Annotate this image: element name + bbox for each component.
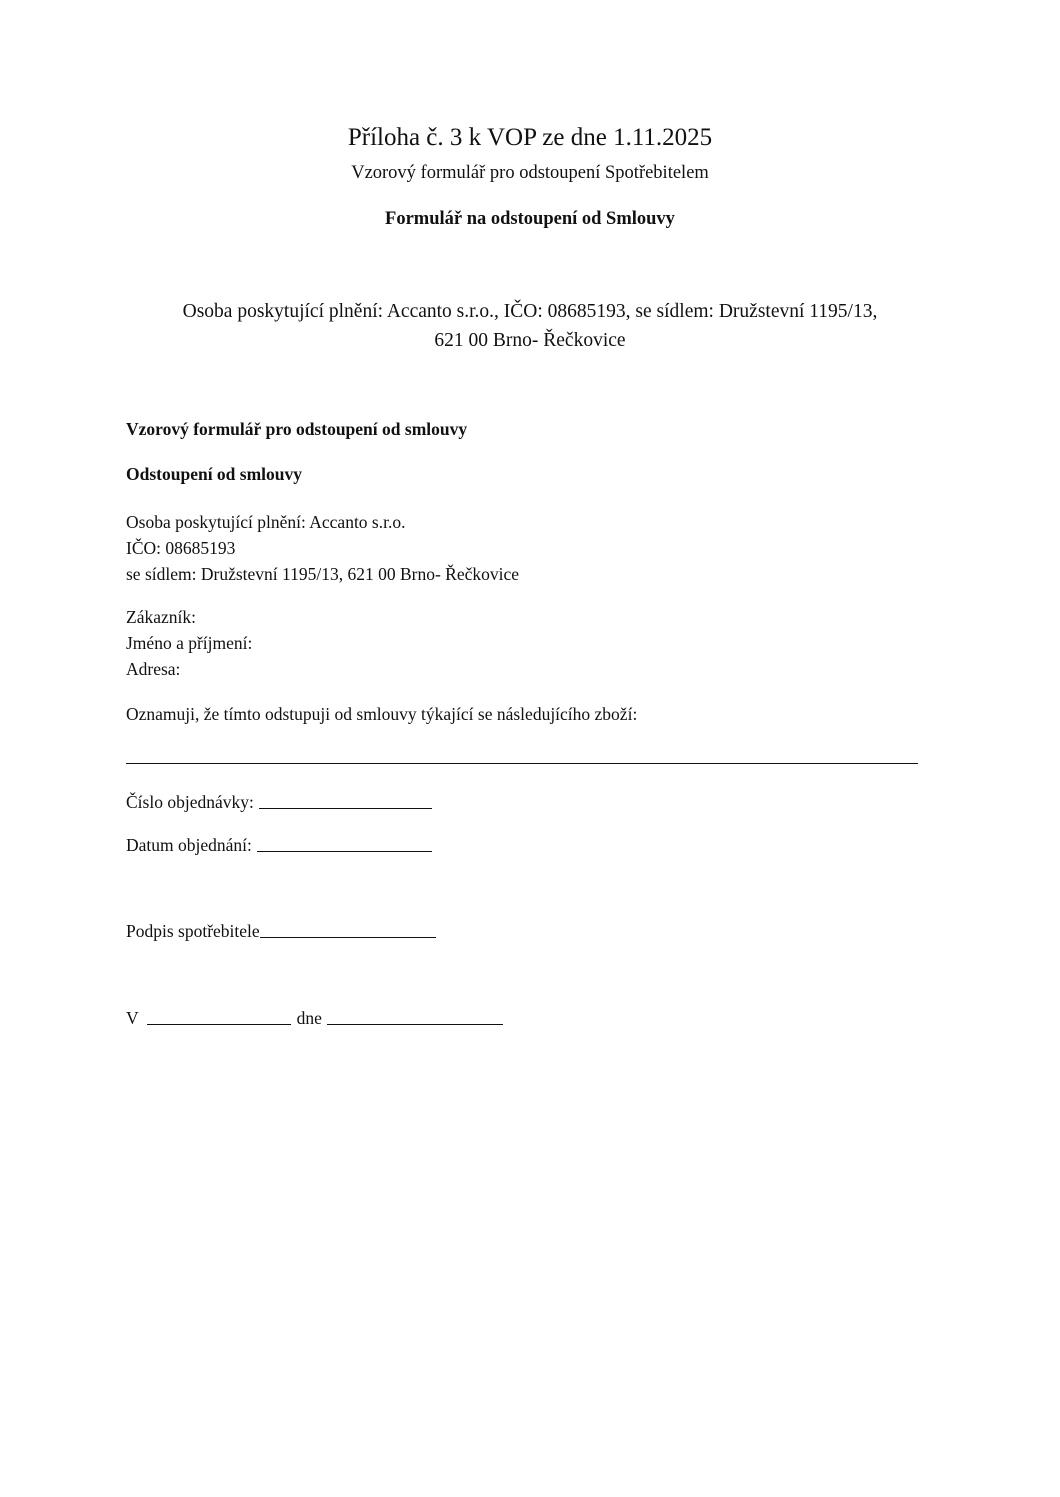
order-date-blank[interactable] xyxy=(257,850,432,852)
signature-field xyxy=(126,921,436,942)
provider-block xyxy=(0,297,1060,355)
signature-blank[interactable] xyxy=(260,936,436,938)
provider-name: Osoba poskytující plnění: Accanto s.r.o. xyxy=(126,512,406,532)
order-number-blank[interactable] xyxy=(259,807,432,809)
provider-line-2: 621 00 Brno- Řečkovice xyxy=(434,330,626,351)
date-blank[interactable] xyxy=(327,1023,503,1025)
order-number-field xyxy=(126,792,432,813)
order-date-label: Datum objednání: xyxy=(126,835,252,855)
order-date-field xyxy=(126,835,432,856)
order-number-label: Číslo objednávky: xyxy=(126,792,254,812)
provider-line-1: Osoba poskytující plnění: Accanto s.r.o., IČO: 08685193, se sídlem: Družstevní 1195/13, xyxy=(182,301,878,322)
form-title: Formulář na odstoupení od Smlouvy xyxy=(385,209,675,229)
provider-address: se sídlem: Družstevní 1195/13, 621 00 Brno- Řečkovice xyxy=(126,564,520,584)
date-label: dne xyxy=(296,1008,322,1028)
provider-ico: IČO: 08685193 xyxy=(126,538,236,558)
place-label: V xyxy=(126,1008,139,1028)
place-blank[interactable] xyxy=(147,1023,291,1025)
goods-line[interactable] xyxy=(126,763,918,764)
place-date-field xyxy=(126,1008,503,1029)
section-subheading: Odstoupení od smlouvy xyxy=(126,464,303,484)
document-subtitle: Vzorový formulář pro odstoupení Spotřebitelem xyxy=(351,163,709,183)
declaration-text: Oznamuji, že tímto odstupuji od smlouvy týkající se následujícího zboží: xyxy=(126,704,638,724)
provider-details xyxy=(126,509,519,587)
customer-name-label: Jméno a příjmení: xyxy=(126,633,253,653)
customer-block xyxy=(126,604,252,682)
customer-address-label: Adresa: xyxy=(126,659,181,679)
document-title: Příloha č. 3 k VOP ze dne 1.11.2025 xyxy=(347,124,713,151)
customer-label: Zákazník: xyxy=(126,607,196,627)
section-heading: Vzorový formulář pro odstoupení od smlouvy xyxy=(126,419,468,439)
signature-label: Podpis spotřebitele xyxy=(126,921,260,941)
